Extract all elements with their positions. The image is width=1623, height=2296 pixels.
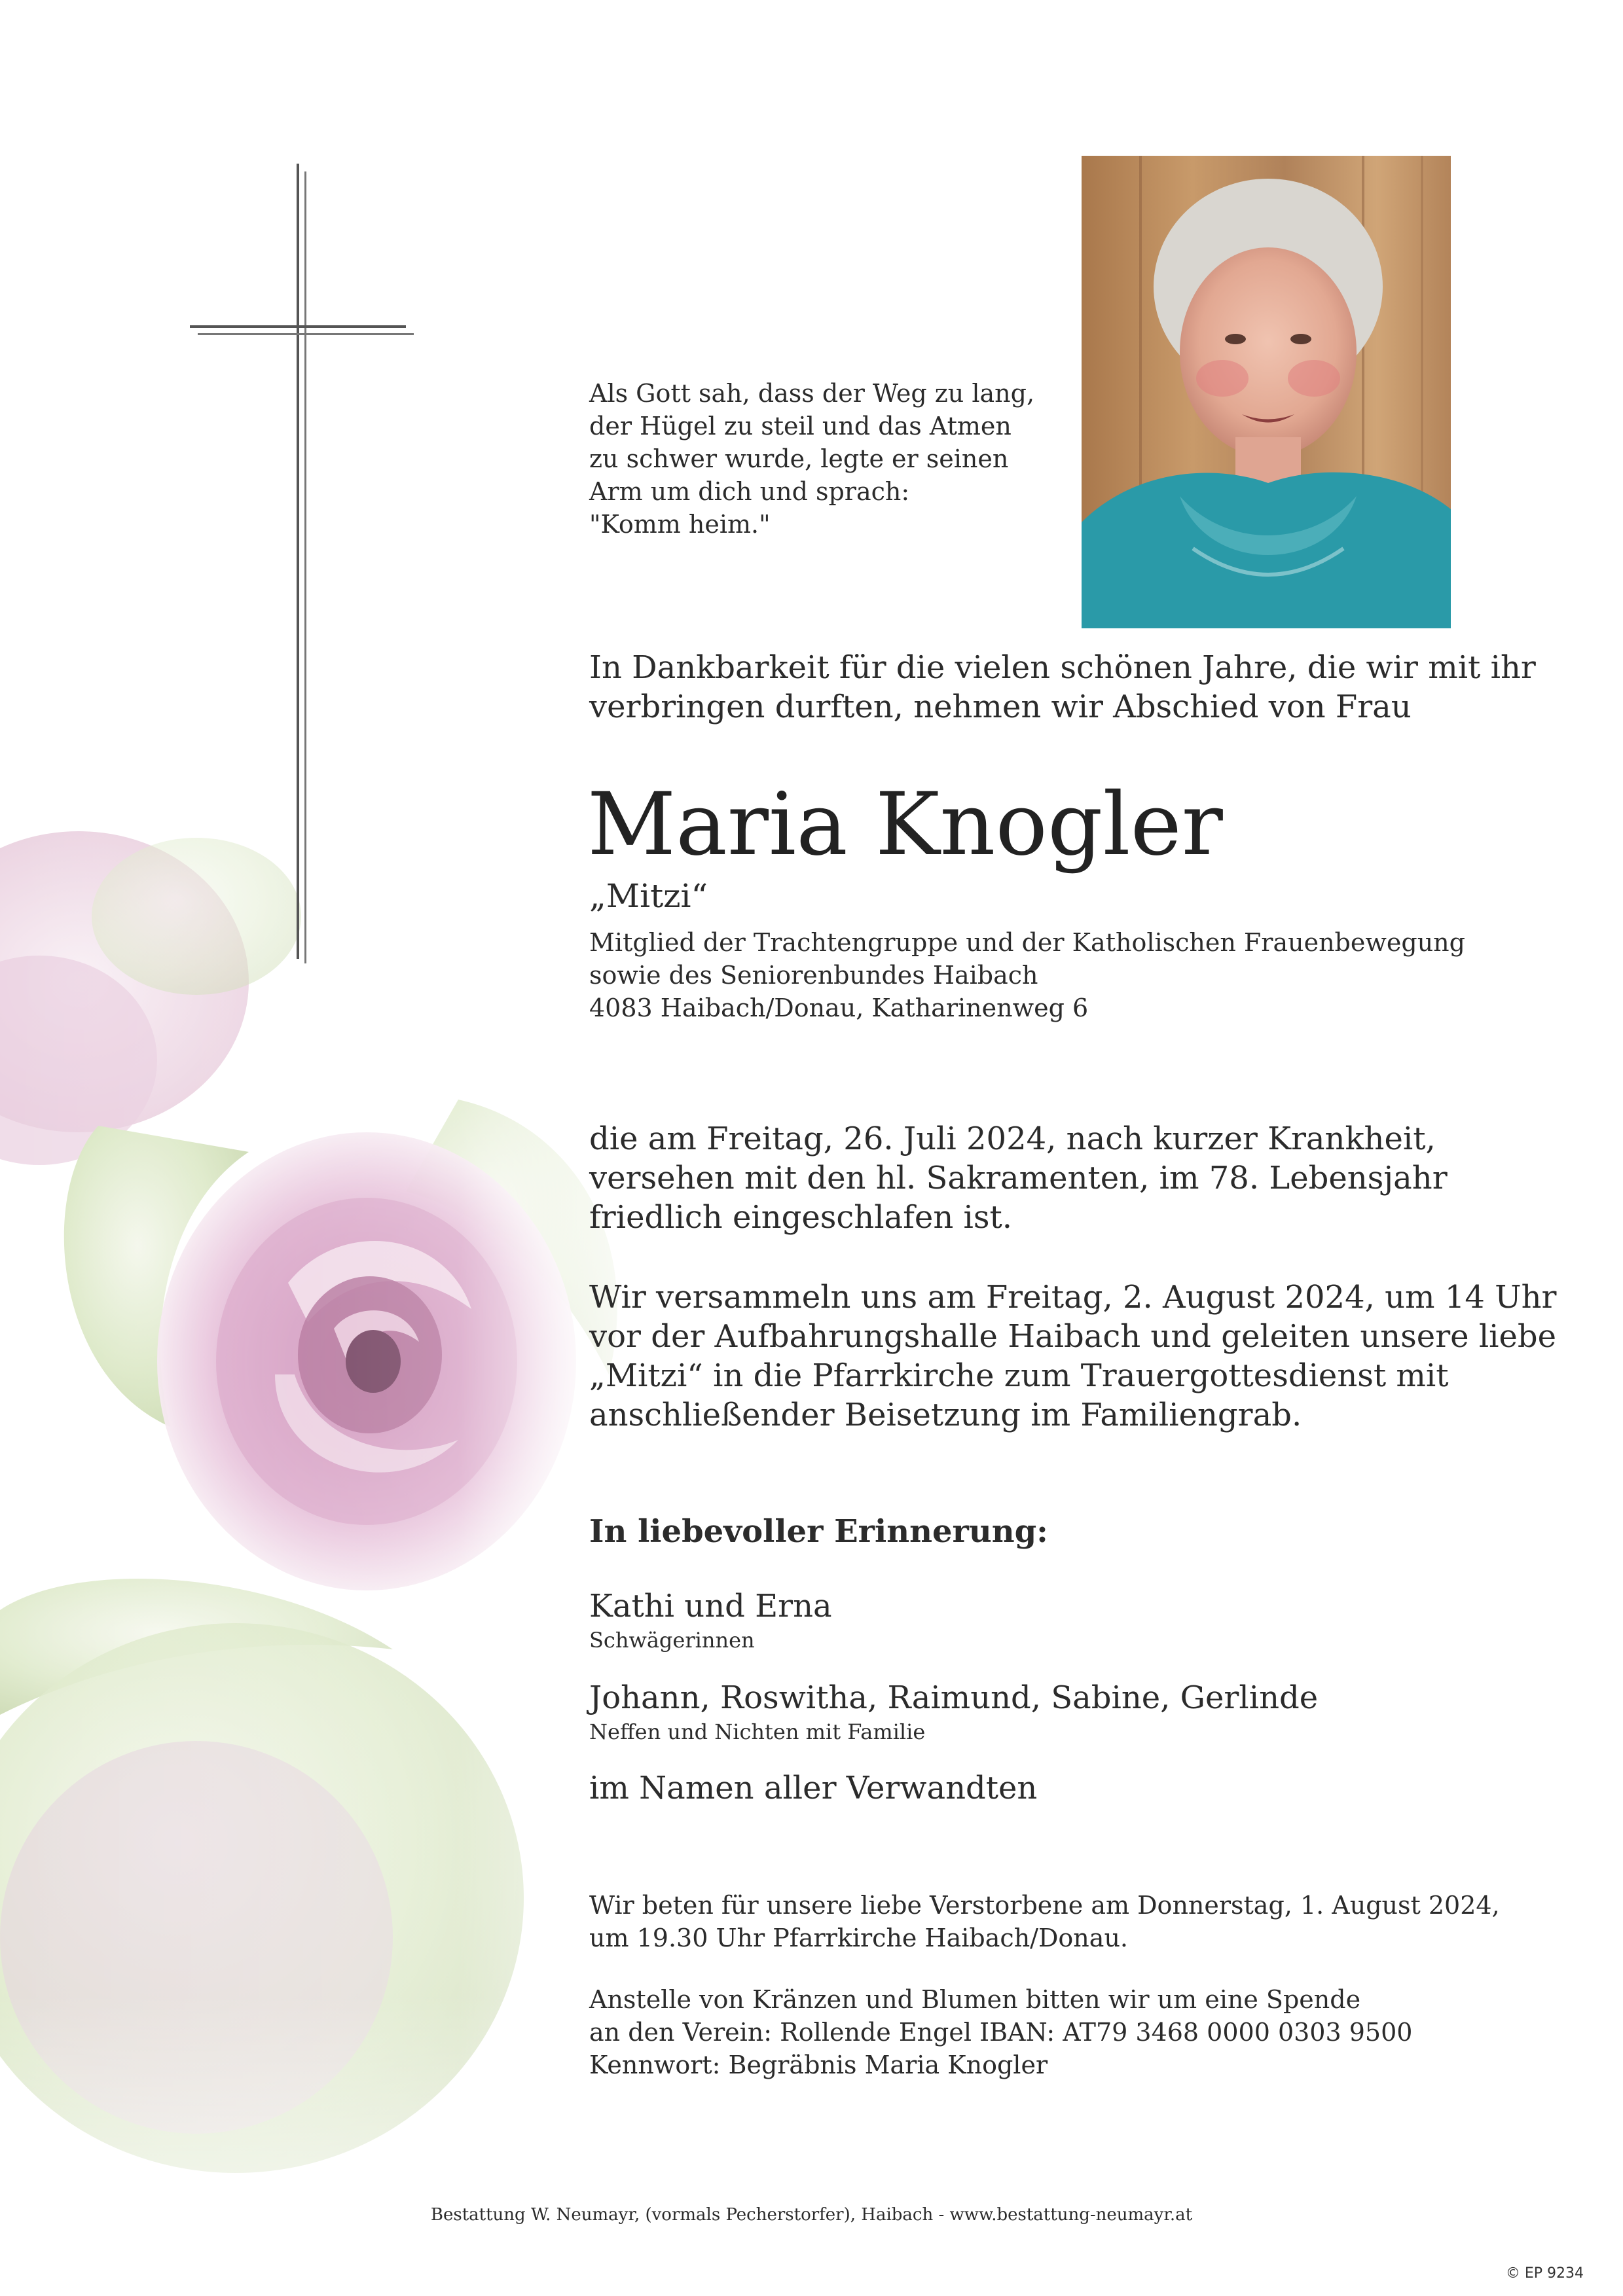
poem-line: "Komm heim." <box>589 510 771 539</box>
prayer-notice <box>589 1889 1506 1954</box>
address-line: 4083 Haibach/Donau, Katharinenweg 6 <box>589 994 1089 1022</box>
intro-line: In Dankbarkeit für die vielen schönen Jahre, die wir mit ihr <box>589 649 1536 686</box>
cross-horizontal-line <box>190 325 406 328</box>
donation-line: Kennwort: Begräbnis Maria Knogler <box>589 2051 1048 2079</box>
donation-line: Anstelle von Kränzen und Blumen bitten wir um eine Spende <box>589 1985 1361 2014</box>
death-notice-line: die am Freitag, 26. Juli 2024, nach kurzer Krankheit, <box>589 1121 1436 1157</box>
deceased-membership <box>589 926 1506 1024</box>
funeral-line: „Mitzi“ in die Pfarrkirche zum Trauergottesdienst mit <box>589 1357 1449 1394</box>
mourner-names: Kathi und Erna <box>589 1588 832 1624</box>
poem-line: der Hügel zu steil und das Atmen <box>589 412 1012 440</box>
cross-vertical-line <box>297 164 299 959</box>
prayer-line: um 19.30 Uhr Pfarrkirche Haibach/Donau. <box>589 1924 1128 1952</box>
death-notice <box>589 1119 1519 1237</box>
intro-line: verbringen durften, nehmen wir Abschied von Frau <box>589 689 1412 725</box>
poem-line: zu schwer wurde, legte er seinen <box>589 444 1009 473</box>
print-code: © EP 9234 <box>1505 2265 1584 2282</box>
poem-line: Arm um dich und sprach: <box>589 477 910 506</box>
rose-background-illustration <box>0 785 655 2296</box>
donation-notice <box>589 1983 1506 2081</box>
deceased-nickname: „Mitzi“ <box>589 877 708 915</box>
deceased-name: Maria Knogler <box>587 774 1223 875</box>
portrait-illustration <box>1082 156 1451 628</box>
membership-line: sowie des Seniorenbundes Haibach <box>589 961 1038 990</box>
footer <box>0 2204 1623 2225</box>
poem <box>589 377 1048 541</box>
mourner-names: Johann, Roswitha, Raimund, Sabine, Gerlinde <box>589 1679 1319 1716</box>
poem-line: Als Gott sah, dass der Weg zu lang, <box>589 379 1035 408</box>
intro-text <box>589 648 1536 726</box>
mourner-relation: Schwägerinnen <box>589 1628 755 1653</box>
mourners-heading: In liebevoller Erinnerung: <box>589 1513 1048 1550</box>
cross-horizontal-line-inner <box>198 333 414 335</box>
portrait-photo <box>1082 156 1451 628</box>
funeral-line: anschließender Beisetzung im Familiengrab. <box>589 1397 1302 1433</box>
prayer-line: Wir beten für unsere liebe Verstorbene am Donnerstag, 1. August 2024, <box>589 1891 1500 1920</box>
death-notice-line: friedlich eingeschlafen ist. <box>589 1199 1013 1236</box>
death-notice-line: versehen mit den hl. Sakramenten, im 78. Lebensjahr <box>589 1160 1448 1196</box>
funeral-details <box>589 1278 1557 1435</box>
funeral-line: vor der Aufbahrungshalle Haibach und geleiten unsere liebe <box>589 1318 1557 1355</box>
membership-line: Mitglied der Trachtengruppe und der Katholischen Frauenbewegung <box>589 928 1465 957</box>
cross-vertical-line-inner <box>304 171 306 963</box>
mourner-relation: Neffen und Nichten mit Familie <box>589 1719 926 1744</box>
funeral-line: Wir versammeln uns am Freitag, 2. August 2024, um 14 Uhr <box>589 1279 1557 1316</box>
footer-text: Bestattung W. Neumayr, (vormals Pecherstorfer), Haibach - www.bestattung-neumayr.at <box>430 2205 1193 2225</box>
donation-line: an den Verein: Rollende Engel IBAN: AT79 3468 0000 0303 9500 <box>589 2018 1413 2047</box>
mourners-closing: im Namen aller Verwandten <box>589 1770 1038 1806</box>
